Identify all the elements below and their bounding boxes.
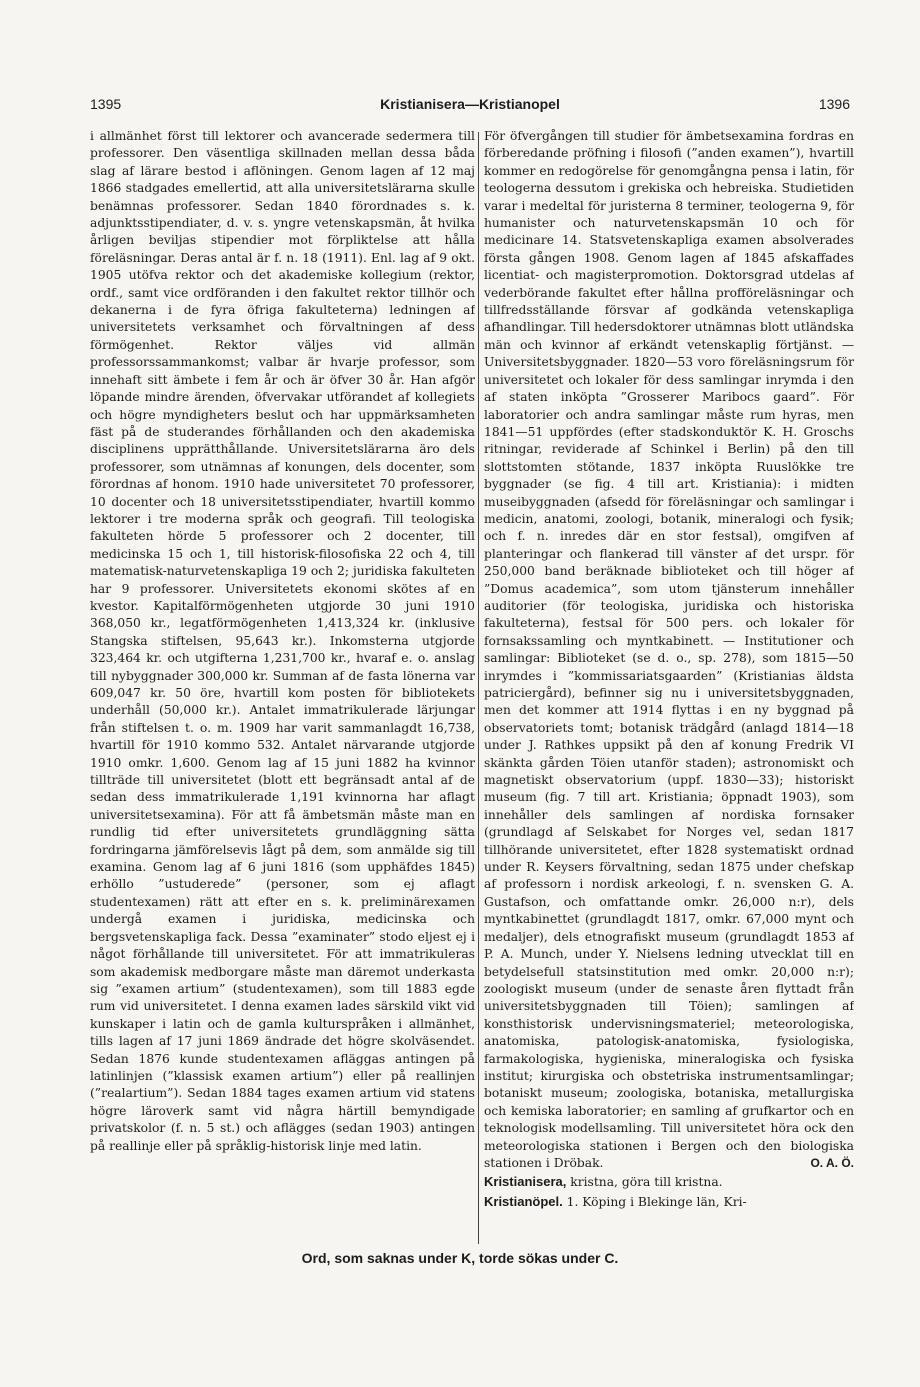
page-title: Kristianisera—Kristianopel (380, 96, 560, 112)
headword: Kristianöpel. (484, 1193, 563, 1209)
column-divider (478, 132, 479, 1244)
left-column (90, 128, 475, 1238)
entry-kristianopel (484, 1193, 854, 1211)
right-column-text (484, 128, 854, 1172)
footer-note: Ord, som saknas under K, torde sökas under C. (301, 1250, 619, 1266)
page-number-left: 1395 (90, 96, 122, 112)
author-signature: O. A. Ö. (810, 1155, 854, 1170)
left-column-text: i allmänhet först till lektorer och avancerade sedermera till professorer. Den väsentliga skillnaden mellan dessa båda slag af lärare bestod i aflöningen. Genom lagen af 12 maj 1866 stadgades emellertid, att alla universitetslärarna skulle benämnas professorer. Sedan 1840 förordnades s. k. adjunktsstipendiater, d. v. s. yngre vetenskapsmän, åt hvilka årligen beviljas stipendier mot förpliktelse att hålla föreläsningar. Deras antal är f. n. 18 (1911). Enl. lag af 9 okt. 1905 utöfva rektor och det akademiske kollegium (rektor, ordf., samt vice ordföranden i den fakultet rektor tillhör och dekanerna i de fyra öfriga fakulteterna) ledningen af universitetets verksamhet och förvaltningen af dess förmögenhet. Rektor väljes vid allmän professorssammankomst; valbar är hvarje professor, som innehaft sitt ämbete i fem år och är öfver 30 år. Han afgör löpande mindre ärenden, öfvervakar utförandet af kollegiets och högre myndigheters beslut och har uppmärksamheten fäst på de studerandes förhållanden och den akademiska disciplinens upprätthållande. Universitetslärarna äro dels professorer, som utnämnas af konungen, dels docenter, som förordnas af honom. 1910 hade universitetet 70 professorer, 10 docenter och 18 universitetsstipendiater, hvartill kommo lektorer i tre moderna språk och geografi. Till teologiska fakulteten hörde 5 professorer och 2 docenter, till medicinska 15 och 1, till historisk-filosofiska 22 och 4, till matematisk-naturvetenskapliga 19 och 2; juridiska fakulteten har 9 professorer. Universitetets ekonomi skötes af en kvestor. Kapitalförmögenheten utgjorde 30 juni 1910 368,050 kr., legatförmögenheten 1,413,324 kr. (inklusive Stangska stiftelsen, 95,643 kr.). Inkomsterna utgjorde 323,464 kr. och utgifterna 1,231,700 kr., hvaraf e. o. anslag till nybyggnader 300,000 kr. Summan af de fasta lönerna var 609,047 kr. 50 öre, hvartill kom posten för bibliotekets underhåll (50,000 kr.). Antalet immatrikulerade lärjungar från stiftelsen t. o. m. 1909 har varit sammanlagdt 16,738, hvartill för 1910 kommo 532. Antalet närvarande utgjorde 1910 omkr. 1,600. Genom lag af 15 juni 1882 ha kvinnor tillträde till universitetet (blott ett begränsadt antal af de sedan dess immatrikulerade 1,191 kvinnorna har aflagt universitetsexamina). För att få ämbetsmän måste man en rundlig tid efter universitetets grundläggning sätta fordringarna jämförelsevis lågt på dem, som anmälde sig till examina. Genom lag af 6 juni 1816 (som upphäfdes 1845) erhöllo ”ustuderede” (personer, som ej aflagt studentexamen) rätt att efter en s. k. preliminärexamen undergå examen i juridiska, medicinska och bergsvetenskapliga fack. Dessa ”examinater” stodo eljest ej i något förhållande till universitetet. För att immatrikuleras som akademisk medborgare måste man däremot underkasta sig ”examen artium” (studentexamen), som till 1883 egde rum vid universitetet. I denna examen lades särskild vikt vid kunskaper i latin och de gamla kulturspråken i allmänhet, tills lagen af 17 juni 1869 ändrade det högre skolväsendet. Sedan 1876 kunde studentexamen afläggas antingen på latinlinjen (”klassisk examen artium”) eller på reallinjen (”realartium”). Sedan 1884 tages examen artium vid statens högre läroverk samt vid några härtill bemyndigade privatskolor (f. n. 5 st.) och aflägges (sedan 1903) antingen på reallinje eller på språklig-historisk linje med latin. (90, 129, 475, 1153)
entry-definition: kristna, göra till kristna. (566, 1175, 723, 1190)
right-column-body: För öfvergången till studier för ämbetsexamina fordras en förberedande pröfning i filosofi (”anden examen”), hvartill kommer en redogörelse för genomgångna pensa i latin, för teologerna dessutom i grekiska och hebreiska. Studietiden varar i medeltal för juristerna 8 terminer, teologerna 9, för humanister och naturvetenskapsmän 10 och för medicinare 14. Statsvetenskapliga examen absolverades första gången 1908. Genom lagen af 1845 afskaffades licentiat- och magisterpromotion. Doktorsgrad utdelas af vederbörande fakultet efter hållna profföreläsningar och tillfredsställande försvar af godkända vetenskapliga afhandlingar. Till hedersdoktorer utnämnas blott utländska män och kvinnor af erkändt vetenskaplig förtjänst. — Universitetsbyggnader. 1820—53 voro föreläsningsrum för universitetet och lokaler för dess samlingar inrymda i den af staten inköpta ”Grosserer Maribocs gaard”. För laboratorier och andra samlingar måste rum hyras, men 1841—51 uppfördes (efter stadskonduktör K. H. Groschs ritningar, reviderade af Schinkel i Berlin) på den till slottstomten stötande, 1837 inköpta Ruuslökke tre byggnader (se fig. 4 till art. Kristiania): i midten museibyggnaden (afsedd för föreläsningar och samlingar i medicin, anatomi, zoologi, botanik, mineralogi och fysik; och f. n. inredes där en stor festsal), omgifven af planteringar och flankerad till vänster af det urspr. för 250,000 band beräknade biblioteket och till höger af ”Domus academica”, som utom tjänsterum innehåller auditorier (för teologiska, juridiska och historiska fakulteterna), festsal för 500 pers. och lokaler för fornsakssamling och myntkabinett. — Institutioner och samlingar: Biblioteket (se d. o., sp. 278), som 1815—50 inrymdes i ”kommissariatsgaarden” (Kristianias äldsta patriciergård), befinner sig nu i universitetsbyggnaden, men det kommer att 1914 flyttas i en ny byggnad på observatoriets tomt; botanisk trädgård (anlagd 1814—18 under J. Rathkes uppsikt på den af konung Fredrik VI skänkta gården Töien utanför staden); astronomiskt och magnetiskt observatorium (uppf. 1830—33); historiskt museum (fig. 7 till art. Kristiania; öppnadt 1903), som innehåller dels samlingen af nordiska fornsaker (grundlagd af Selskabet for Norges vel, sedan 1817 tillhörande universitetet, efter 1828 systematiskt ordnad under R. Keysers förvaltning, sedan 1875 under chefskap af professorn i nordisk arkeologi, f. n. svensken G. A. Gustafson, och omfattande omkr. 26,000 n:r), dels myntkabinettet (grundlagdt 1817, omkr. 67,000 mynt och medaljer), dels etnografiskt museum (grundlagdt 1853 af P. A. Munch, under Y. Nielsens ledning utvecklat till en betydelsefull statsinstitution med omkr. 20,000 n:r); zoologiskt museum (under de senaste åren flyttadt från universitetsbyggnaden till Töien); samlingen af konsthistorisk undervisningsmateriel; meteorologiska, anatomiska, patologisk-anatomiska, fysiologiska, farmakologiska, hygieniska, mineralogiska och fysiska institut; kirurgiska och obstetriska instrumentsamlingar; botaniskt museum; zoologiska, botaniska, metallurgiska och kemiska laboratorier; en samling af grufkartor och en teknologisk modellsamling. Till universitetet höra ock den meteorologiska stationen i Bergen och den biologiska stationen i Dröbak. (484, 129, 854, 1170)
running-head (90, 96, 850, 116)
headword: Kristianisera, (484, 1174, 567, 1190)
page-number-right: 1396 (818, 96, 850, 112)
entry-kristianisera (484, 1173, 854, 1191)
right-column (484, 128, 854, 1238)
entry-definition: 1. Köping i Blekinge län, Kri- (562, 1194, 747, 1209)
